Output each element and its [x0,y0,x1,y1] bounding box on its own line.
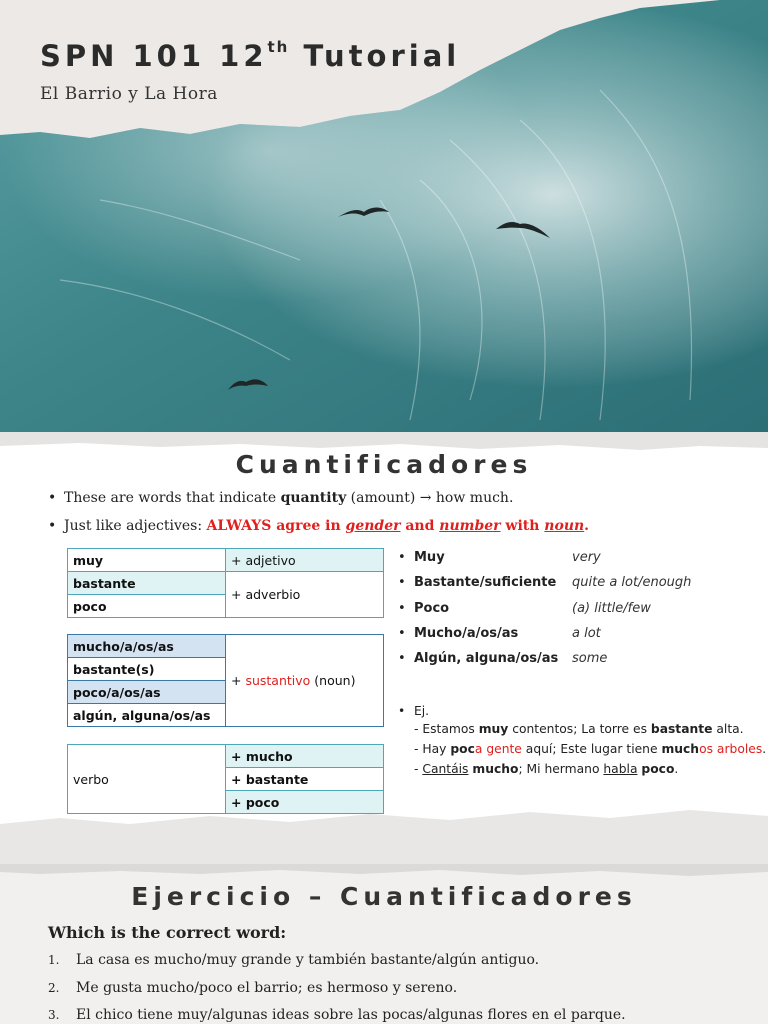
slide-subtitle: El Barrio y La Hora [40,84,218,104]
table-cell: + mucho [226,745,384,768]
verb-table [67,744,384,814]
bullet-agreement: • Just like adjectives: ALWAYS agree in gender and number with noun. [48,518,590,534]
table-cell: algún, alguna/os/as [68,704,226,727]
noun-table [67,634,384,727]
table-cell: + adverbio [226,572,384,618]
table-cell: bastante [68,572,226,595]
example-line: - Hay poca gente aquí; Este lugar tiene muchos arboles. [414,742,767,756]
table-cell: bastante(s) [68,658,226,681]
section-heading: Cuantificadores [235,450,533,479]
examples-label: • Ej. [398,704,430,718]
example-line: - Cantáis mucho; Mi hermano habla poco. [414,762,679,776]
adjective-adverb-table [67,548,384,618]
example-line: - Estamos muy contentos; La torre es bastante alta. [414,722,744,736]
title-slide [0,0,768,432]
table-cell: poco [68,595,226,618]
bullet-quantity: • These are words that indicate quantity (amount) → how much. [48,490,514,506]
table-cell: verbo [68,745,226,814]
examples-block [398,704,766,782]
table-cell: poco/a/os/as [68,681,226,704]
table-cell: + adjetivo [226,549,384,572]
table-cell: + bastante [226,768,384,791]
exercise-slide [0,864,768,1024]
cuantificadores-slide: Cuantificadores • These are words that indicate quantity (amount) → how much. • Just like adjectives: ALWAYS agree in gender and number with noun. muy + adjetivo bastante + adverbio poco mucho/a/os/as + sustantivo (noun) bastante(s) poco/a/os/as algún, alguna/os/as verbo + mucho + bastante + poco • Muy very • Bastante/suficiente quite a lot/enough • Poco (a) little/few • Mucho/a/os/as a lot • Algún, alguna/os/as some • Ej. - Estamos muy contentos; La torre es bastante alta. - Hay poca gente aquí; Este lugar tiene muchos arboles. - Cantáis mucho; Mi hermano habla poco. [0,432,768,864]
table-cell: + sustantivo (noun) [226,635,384,727]
exercise-item: 2. Me gusta mucho/poco el barrio; es hermoso y sereno. [48,980,458,996]
table-cell: muy [68,549,226,572]
exercise-question: Which is the correct word: [48,923,287,942]
exercise-item: 1. La casa es mucho/muy grande y también bastante/algún antiguo. [48,952,540,968]
section-heading: Ejercicio – Cuantificadores [131,882,637,911]
table-cell: + poco [226,791,384,814]
table-cell: mucho/a/os/as [68,635,226,658]
exercise-item: 3. El chico tiene muy/algunas ideas sobre las pocas/algunas flores en el parque. [48,1007,626,1023]
slide-title: SPN 101 12th Tutorial [40,38,461,73]
